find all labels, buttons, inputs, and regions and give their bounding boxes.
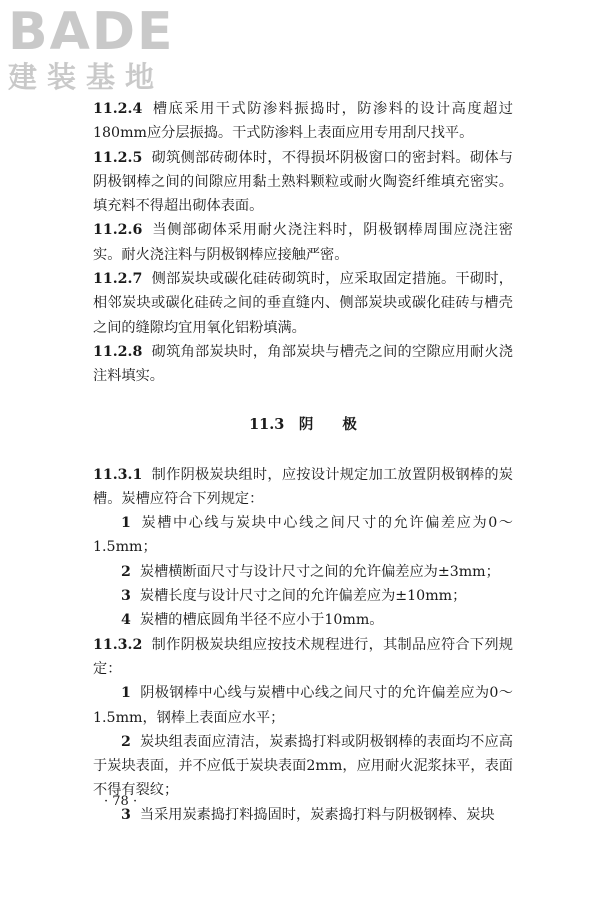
logo-main-text: BADE bbox=[8, 2, 175, 62]
clause-text: 当侧部砌体采用耐火浇注料时，阴极钢棒周围应浇注密实。耐火浇注料与阴极钢棒应接触严密。 bbox=[93, 222, 513, 263]
clause-number: 11.2.7 bbox=[93, 271, 143, 288]
item-number: 2 bbox=[121, 563, 131, 580]
clause-11-3-1 bbox=[93, 463, 513, 512]
clause-text: 砌筑侧部砖砌体时，不得损坏阴极窗口的密封料。砌体与阴极钢棒之间的间隙应用黏土熟料颗粒或耐火陶瓷纤维填充密实。填充料不得超出砌体表面。 bbox=[93, 149, 513, 215]
list-item bbox=[93, 511, 513, 560]
clause-text: 槽底采用干式防渗料振捣时，防渗料的设计高度超过180mm应分层振捣。干式防渗料上表面应用专用刮尺找平。 bbox=[93, 101, 513, 142]
item-number: 1 bbox=[121, 685, 131, 702]
item-text: 炭块组表面应清洁，炭素捣打料或阴极钢棒的表面均不应高于炭块表面，并不应低于炭块表面2mm，应用耐火泥浆抹平，表面不得有裂纹； bbox=[93, 733, 513, 799]
clause-11-2-8 bbox=[93, 340, 513, 389]
section-title: 11.3 阴 极 bbox=[249, 415, 357, 433]
clause-number: 11.2.4 bbox=[93, 101, 143, 117]
item-text: 炭槽的槽底圆角半径不应小于10mm。 bbox=[139, 612, 384, 629]
list-item bbox=[93, 560, 513, 584]
bade-logo bbox=[8, 2, 175, 94]
clause-text: 侧部炭块或碳化硅砖砌筑时，应采取固定措施。干砌时，相邻炭块或碳化硅砖之间的垂直缝内、侧部炭块或碳化硅砖与槽壳之间的缝隙均宜用氧化铝粉填满。 bbox=[93, 271, 513, 336]
list-item bbox=[93, 681, 513, 730]
clause-number: 11.3.1 bbox=[93, 466, 143, 483]
clause-number: 11.2.6 bbox=[93, 222, 143, 239]
item-number: 3 bbox=[121, 806, 131, 823]
item-text: 当采用炭素捣打料捣固时，炭素捣打料与阴极钢棒、炭块 bbox=[139, 806, 495, 823]
item-number: 2 bbox=[121, 733, 131, 750]
page-content bbox=[93, 97, 513, 827]
clause-11-2-6 bbox=[93, 218, 513, 267]
list-item bbox=[93, 803, 513, 827]
clause-number: 11.3.2 bbox=[93, 636, 143, 653]
clause-11-2-4 bbox=[93, 97, 513, 146]
clause-11-3-2 bbox=[93, 633, 513, 682]
clause-text: 制作阴极炭块组时，应按设计规定加工放置阴极钢棒的炭槽。炭槽应符合下列规定： bbox=[93, 466, 513, 507]
item-number: 1 bbox=[121, 515, 131, 532]
page-number: · 78 · bbox=[104, 794, 138, 809]
clause-11-2-5 bbox=[93, 146, 513, 219]
item-number: 4 bbox=[121, 612, 131, 629]
clause-number: 11.2.5 bbox=[93, 149, 143, 166]
clause-text: 制作阴极炭块组应按技术规程进行，其制品应符合下列规定： bbox=[93, 636, 513, 677]
logo-sub-text: 建装基地 bbox=[8, 60, 165, 94]
list-item bbox=[93, 584, 513, 608]
clause-text: 砌筑角部炭块时，角部炭块与槽壳之间的空隙应用耐火浇注料填实。 bbox=[93, 343, 513, 385]
list-item bbox=[93, 608, 513, 632]
clause-number: 11.2.8 bbox=[93, 343, 143, 360]
clause-11-2-7 bbox=[93, 267, 513, 340]
item-number: 3 bbox=[121, 588, 131, 605]
item-text: 炭槽中心线与炭块中心线之间尺寸的允许偏差应为0～1.5mm； bbox=[93, 515, 513, 556]
item-text: 炭槽横断面尺寸与设计尺寸之间的允许偏差应为±3mm； bbox=[139, 563, 500, 580]
item-text: 阴极钢棒中心线与炭槽中心线之间尺寸的允许偏差应为0～1.5mm，钢棒上表面应水平； bbox=[93, 685, 513, 726]
list-item bbox=[93, 730, 513, 803]
item-text: 炭槽长度与设计尺寸之间的允许偏差应为±10mm； bbox=[139, 588, 467, 605]
